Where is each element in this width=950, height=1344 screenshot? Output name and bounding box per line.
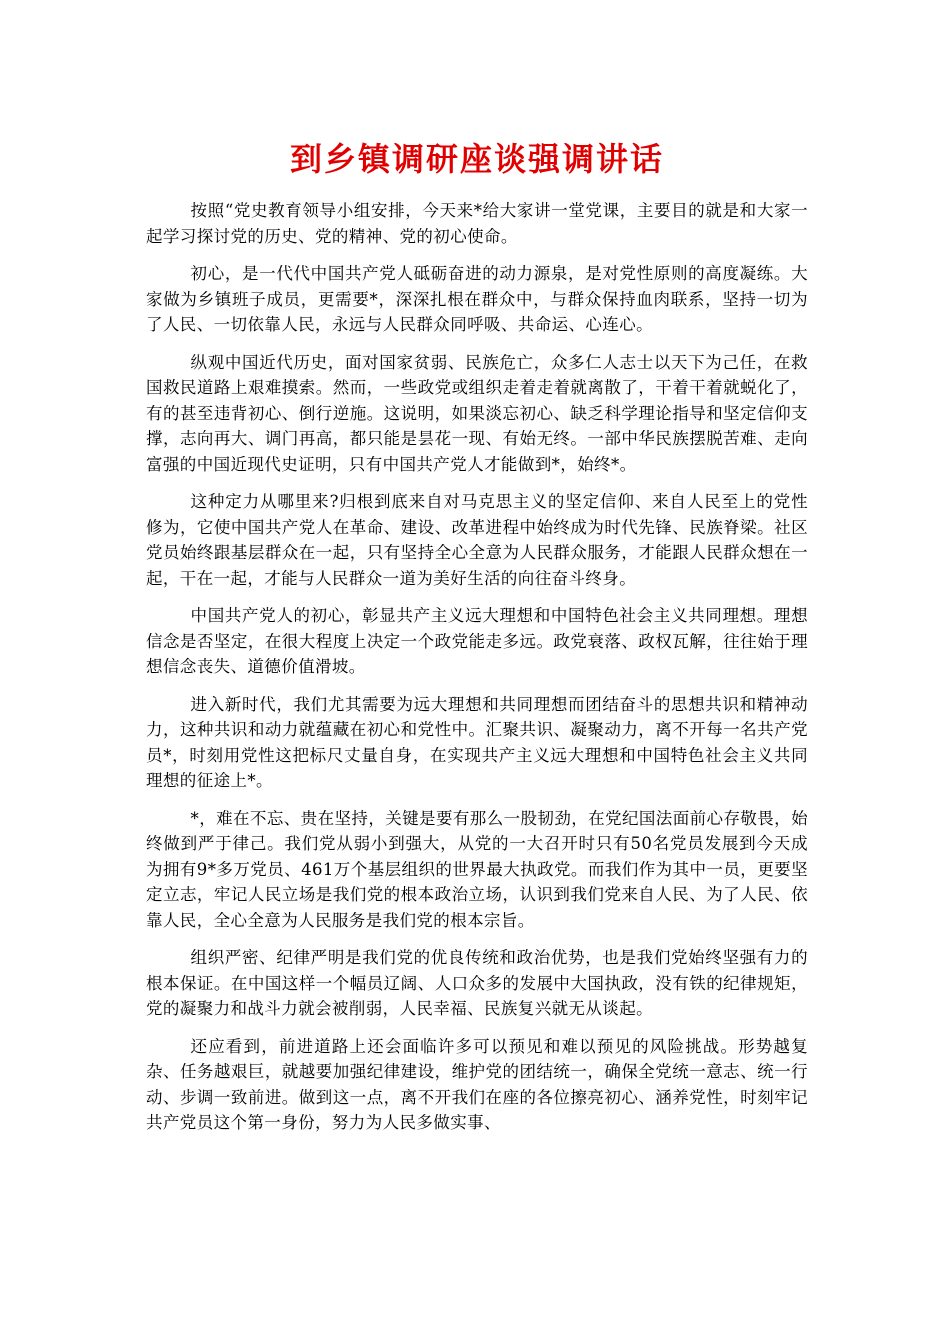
document-title: 到乡镇调研座谈强调讲话 — [289, 140, 664, 178]
paragraph-5: 中国共产党人的初心，彰显共产主义远大理想和中国特色社会主义共同理想。理想信念是否坚定，在很大程度上决定一个政党能走多远。政党衰落、政权瓦解，往往始于理想信念丧失、道德价值滑坡。 — [146, 606, 808, 676]
paragraph-6: 进入新时代，我们尤其需要为远大理想和共同理想而团结奋斗的思想共识和精神动力，这种共识和动力就蕴藏在初心和党性中。汇聚共识、凝聚动力，离不开每一名共产党员*，时刻用党性这把标尺丈量自身，在实现共产主义远大理想和中国特色社会主义共同理想的征途上*。 — [146, 694, 808, 790]
paragraph-3: 纵观中国近代历史，面对国家贫弱、民族危亡，众多仁人志士以天下为己任，在救国救民道路上艰难摸索。然而，一些政党或组织走着走着就离散了，干着干着就蜕化了，有的甚至违背初心、倒行逆施。这说明，如果淡忘初心、缺乏科学理论指导和坚定信仰支撑，志向再大、调门再高，都只能是昙花一现、有始无终。一部中华民族摆脱苦难、走向富强的中国近现代史证明，只有中国共产党人才能做到*，始终*。 — [146, 352, 808, 474]
paragraph-4: 这种定力从哪里来?归根到底来自对马克思主义的坚定信仰、来自人民至上的党性修为，它使中国共产党人在革命、建设、改革进程中始终成为时代先锋、民族脊梁。社区党员始终跟基层群众在一起，只有坚持全心全意为人民群众服务，才能跟人民群众想在一起，干在一起，才能与人民群众一道为美好生活的向往奋斗终身。 — [146, 492, 808, 588]
paragraph-9: 还应看到，前进道路上还会面临许多可以预见和难以预见的风险挑战。形势越复杂、任务越艰巨，就越要加强纪律建设，维护党的团结统一，确保全党统一意志、统一行动、步调一致前进。做到这一点，离不开我们在座的各位擦亮初心、涵养党性，时刻牢记共产党员这个第一身份，努力为人民多做实事、 — [146, 1036, 808, 1132]
paragraph-8: 组织严密、纪律严明是我们党的优良传统和政治优势，也是我们党始终坚强有力的根本保证。在中国这样一个幅员辽阔、人口众多的发展中大国执政，没有铁的纪律规矩，党的凝聚力和战斗力就会被削弱，人民幸福、民族复兴就无从谈起。 — [146, 948, 808, 1018]
paragraph-1: 按照“党史教育领导小组安排，今天来*给大家讲一堂党课，主要目的就是和大家一起学习探讨党的历史、党的精神、党的初心使命。 — [146, 201, 808, 246]
paragraph-7: *，难在不忘、贵在坚持，关键是要有那么一股韧劲，在党纪国法面前心存敬畏，始终做到严于律己。我们党从弱小到强大，从党的一大召开时只有50名党员发展到今天成为拥有9*多万党员、461万个基层组织的世界最大执政党。而我们作为其中一员，更要坚定立志，牢记人民立场是我们党的根本政治立场，认识到我们党来自人民、为了人民、依靠人民，全心全意为人民服务是我们党的根本宗旨。 — [146, 808, 808, 930]
paragraph-2: 初心，是一代代中国共产党人砥砺奋进的动力源泉，是对党性原则的高度凝练。大家做为乡镇班子成员，更需要*，深深扎根在群众中，与群众保持血肉联系，坚持一切为了人民、一切依靠人民，永远与人民群众同呼吸、共命运、心连心。 — [146, 264, 808, 334]
